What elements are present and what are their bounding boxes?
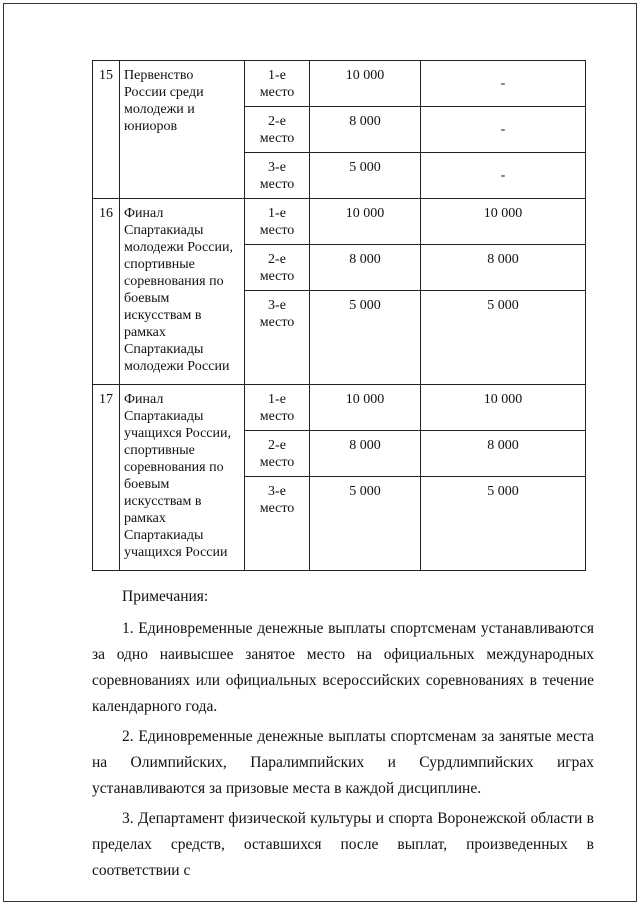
amount-cell: 10 000 xyxy=(310,385,421,431)
place-cell: 2-е место xyxy=(245,245,310,291)
competition-name: Первенство России среди молодежи и юниоров xyxy=(120,61,245,199)
place-cell: 1-е место xyxy=(245,199,310,245)
amount-cell: 5 000 xyxy=(310,477,421,571)
amount-cell: 5 000 xyxy=(310,291,421,385)
table-row xyxy=(93,61,586,107)
notes-section xyxy=(92,584,594,888)
amount-cell: 5 000 xyxy=(421,291,586,385)
amount-cell: 10 000 xyxy=(310,199,421,245)
table-row xyxy=(93,199,586,245)
row-number: 15 xyxy=(93,61,120,199)
notes-heading: Примечания: xyxy=(122,588,209,605)
place-cell: 2-е место xyxy=(245,431,310,477)
competition-name: Финал Спартакиады учащихся России, спортивные соревнования по боевым искусствам в рамках Спартакиады учащихся России xyxy=(120,385,245,571)
amount-cell: 5 000 xyxy=(310,153,421,199)
amount-cell: - xyxy=(421,107,586,153)
amount-cell: 8 000 xyxy=(421,245,586,291)
amount-cell: 8 000 xyxy=(310,107,421,153)
place-cell: 1-е место xyxy=(245,61,310,107)
note-paragraph: 3. Департамент физической культуры и спорта Воронежской области в пределах средств, оставшихся после выплат, произведенных в соответствии с xyxy=(92,810,594,879)
table-row xyxy=(93,385,586,431)
row-number: 17 xyxy=(93,385,120,571)
note-paragraph: 1. Единовременные денежные выплаты спортсменам устанавливаются за одно наивысшее занятое место на официальных международных соревнованиях или официальных всероссийских соревнованиях в течение календарного года. xyxy=(92,620,594,715)
amount-cell: - xyxy=(421,61,586,107)
amount-cell: 5 000 xyxy=(421,477,586,571)
row-number: 16 xyxy=(93,199,120,385)
note-paragraph: 2. Единовременные денежные выплаты спортсменам за занятые места на Олимпийских, Паралимпийских и Сурдлимпийских играх устанавливаются за призовые места в каждой дисциплине. xyxy=(92,728,594,797)
place-cell: 2-е место xyxy=(245,107,310,153)
amount-cell: 10 000 xyxy=(310,61,421,107)
place-cell: 3-е место xyxy=(245,291,310,385)
competition-name: Финал Спартакиады молодежи России, спортивные соревнования по боевым искусствам в рамках Спартакиады молодежи России xyxy=(120,199,245,385)
place-cell: 3-е место xyxy=(245,477,310,571)
amount-cell: 10 000 xyxy=(421,199,586,245)
amount-cell: - xyxy=(421,153,586,199)
amount-cell: 8 000 xyxy=(310,431,421,477)
amount-cell: 8 000 xyxy=(421,431,586,477)
place-cell: 3-е место xyxy=(245,153,310,199)
amount-cell: 8 000 xyxy=(310,245,421,291)
place-cell: 1-е место xyxy=(245,385,310,431)
amount-cell: 10 000 xyxy=(421,385,586,431)
awards-table xyxy=(92,60,586,571)
